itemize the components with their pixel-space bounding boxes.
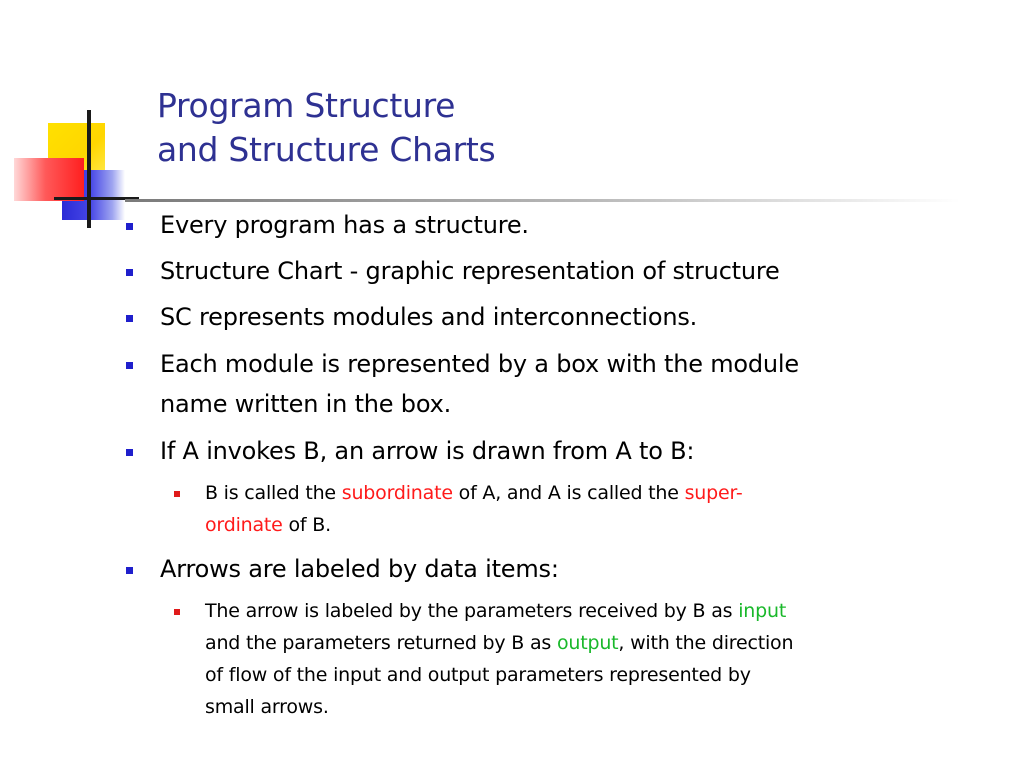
square-bullet-icon [126,269,133,276]
bullet-text-line2: name written in the box. [160,390,452,418]
bullet-text: If A invokes B, an arrow is drawn from A to B: [160,437,695,465]
highlight-subordinate: subordinate [341,482,453,504]
square-bullet-icon [126,449,133,456]
sub-bullet-line4: small arrows. [205,696,329,718]
bullet-text: Structure Chart - graphic representation of structure [160,257,780,285]
sub-bullet-text: The arrow is labeled by the parameters received by B as [205,600,739,622]
square-bullet-icon [126,223,133,230]
sub-bullet-text: of B. [282,514,331,536]
bullet-item-5 [160,431,694,471]
sub-bullet-line1 [205,477,743,509]
highlight-input: input [738,600,787,622]
square-bullet-icon [126,362,133,369]
sub-bullet-text: and the parameters returned by B as [205,632,557,654]
sub-bullet-line2 [205,627,793,659]
square-bullet-icon [126,567,133,574]
bullet-item-2 [160,251,780,291]
square-bullet-icon [174,609,180,615]
highlight-output: output [556,632,619,654]
sub-bullet-item-2 [205,595,793,723]
bullet-item-6 [160,549,559,589]
sub-bullet-text: of A, and A is called the [452,482,685,504]
highlight-super-ordinate-part2: ordinate [205,514,283,536]
sub-bullet-line1 [205,595,793,627]
sub-bullet-line3: of flow of the input and output parameters represented by [205,664,751,686]
slide-title [157,84,495,172]
bullet-text: Every program has a structure. [160,211,529,239]
square-bullet-icon [174,491,180,497]
bullet-text: SC represents modules and interconnections. [160,303,698,331]
highlight-super-ordinate-part1: super- [684,482,743,504]
slide-title-line1: Program Structure [157,86,456,125]
slide-title-line2: and Structure Charts [157,130,496,169]
sub-bullet-text: B is called the [205,482,342,504]
square-bullet-icon [126,315,133,322]
title-underline-rule [125,199,960,202]
deco-red-square [14,158,84,201]
bullet-item-1 [160,205,529,245]
sub-bullet-line2 [205,509,743,541]
bullet-item-4 [160,344,799,424]
sub-bullet-text: , with the direction [618,632,794,654]
bullet-text-line1: Each module is represented by a box with the module [160,350,799,378]
deco-vertical-line [87,110,91,228]
sub-bullet-item-1 [205,477,743,541]
bullet-text: Arrows are labeled by data items: [160,555,559,583]
bullet-item-3 [160,297,697,337]
